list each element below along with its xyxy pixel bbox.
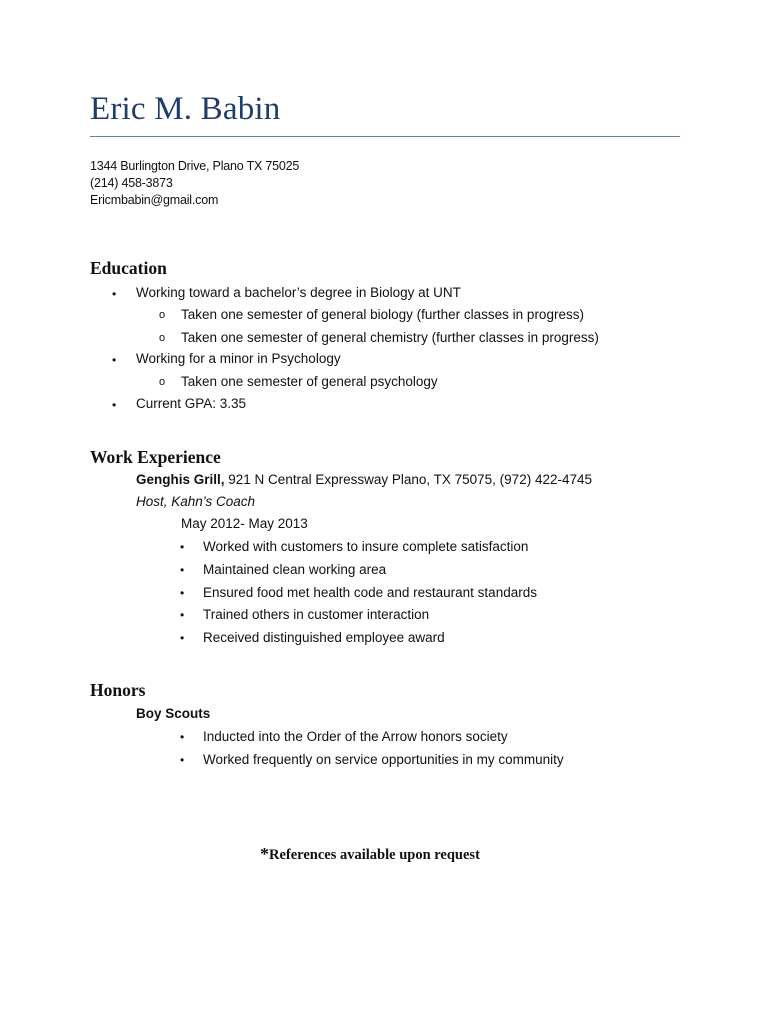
education-subitem-2: Taken one semester of general chemistry (further classes in progress) bbox=[181, 330, 599, 345]
honors-item-1: Inducted into the Order of the Arrow honors society bbox=[203, 729, 508, 744]
job-dates: May 2012- May 2013 bbox=[181, 516, 308, 531]
education-item-1: Working toward a bachelor’s degree in Biology at UNT bbox=[136, 285, 461, 300]
work-item-4: Trained others in customer interaction bbox=[203, 607, 430, 622]
education-item-2: Working for a minor in Psychology bbox=[136, 351, 341, 366]
candidate-name: Eric M. Babin bbox=[90, 91, 281, 127]
references-asterisk: * bbox=[260, 844, 269, 864]
work-bullet-3: • bbox=[180, 586, 185, 600]
work-item-2: Maintained clean working area bbox=[203, 562, 387, 577]
education-subitem-1: Taken one semester of general biology (further classes in progress) bbox=[181, 307, 584, 322]
education-subbullet-3: o bbox=[159, 376, 166, 388]
work-bullet-2: • bbox=[180, 563, 185, 577]
references-note bbox=[260, 844, 480, 863]
education-bullet-1: • bbox=[112, 287, 117, 301]
work-item-1: Worked with customers to insure complete satisfaction bbox=[203, 539, 529, 554]
employer-details: 921 N Central Expressway Plano, TX 75075, (972) 422-4745 bbox=[228, 472, 592, 487]
header-divider bbox=[90, 136, 680, 137]
education-subbullet-2: o bbox=[159, 332, 166, 344]
education-subitem-3: Taken one semester of general psychology bbox=[181, 374, 438, 389]
honors-bullet-2: • bbox=[180, 753, 185, 767]
work-bullet-4: • bbox=[180, 608, 185, 622]
work-item-5: Received distinguished employee award bbox=[203, 630, 445, 645]
references-text: References available upon request bbox=[269, 847, 480, 863]
work-experience-heading: Work Experience bbox=[90, 447, 221, 467]
address-line: 1344 Burlington Drive, Plano TX 75025 bbox=[90, 159, 300, 173]
work-bullet-5: • bbox=[180, 631, 185, 645]
work-bullet-1: • bbox=[180, 540, 185, 554]
honors-heading: Honors bbox=[90, 680, 146, 700]
phone-line: (214) 458-3873 bbox=[90, 176, 173, 190]
honors-organization: Boy Scouts bbox=[136, 706, 211, 721]
education-subbullet-1: o bbox=[159, 309, 166, 321]
employer-line bbox=[136, 473, 592, 487]
education-bullet-3: • bbox=[112, 398, 117, 412]
honors-item-2: Worked frequently on service opportunities in my community bbox=[203, 752, 564, 767]
work-item-3: Ensured food met health code and restaurant standards bbox=[203, 585, 537, 600]
education-heading: Education bbox=[90, 258, 167, 278]
email-line: Ericmbabin@gmail.com bbox=[90, 193, 219, 207]
honors-bullet-1: • bbox=[180, 730, 185, 744]
education-bullet-2: • bbox=[112, 353, 117, 367]
job-role: Host, Kahn’s Coach bbox=[136, 494, 256, 509]
education-item-3: Current GPA: 3.35 bbox=[136, 396, 247, 411]
employer-name: Genghis Grill, bbox=[136, 472, 225, 487]
